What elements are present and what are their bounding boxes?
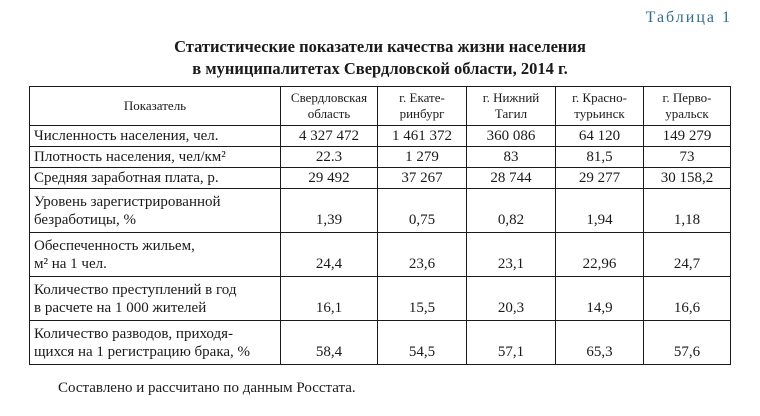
table-row: [30, 321, 731, 365]
header-column-sverdlovsk-oblast: [281, 87, 378, 126]
table-cell: 1 461 372: [378, 126, 467, 147]
statistics-table: [29, 86, 731, 365]
table-cell: 15,5: [378, 277, 467, 321]
table-cell: 28 744: [467, 168, 556, 189]
header-line: уральск: [665, 106, 709, 121]
header-column-pervouralsk: [644, 87, 731, 126]
table-row: [30, 126, 731, 147]
header-line: г. Красно-: [572, 90, 627, 105]
table-cell: 58,4: [281, 321, 378, 365]
header-line: турьинск: [574, 106, 625, 121]
table-cell: 20,3: [467, 277, 556, 321]
header-column-nizhny-tagil: [467, 87, 556, 126]
table-cell: 64 120: [556, 126, 644, 147]
header-line: г. Екате-: [399, 90, 445, 105]
table-title-line-2: в муниципалитетах Свердловской области, 2014 г.: [192, 59, 568, 78]
table-row: [30, 189, 731, 233]
source-footnote: Составлено и рассчитано по данным Росстата.: [58, 380, 356, 396]
table-cell: 360 086: [467, 126, 556, 147]
table-cell: 37 267: [378, 168, 467, 189]
row-label: Средняя заработная плата, р.: [30, 168, 281, 189]
table-cell: 14,9: [556, 277, 644, 321]
table-cell: 29 492: [281, 168, 378, 189]
row-label: Плотность населения, чел/км²: [30, 147, 281, 168]
row-label-line: м² на 1 чел.: [34, 255, 107, 272]
header-line: г. Нижний: [482, 90, 540, 105]
table-title: [0, 36, 760, 80]
row-label-line: Обеспеченность жильем,: [34, 237, 195, 254]
table-cell: 30 158,2: [644, 168, 731, 189]
table-row: [30, 233, 731, 277]
table-title-line-1: Статистические показатели качества жизни населения: [174, 37, 586, 56]
table-cell: 81,5: [556, 147, 644, 168]
table-cell: 83: [467, 147, 556, 168]
row-label-line: Количество преступлений в год: [34, 281, 237, 298]
table-row: [30, 277, 731, 321]
table-cell: 1,94: [556, 189, 644, 233]
row-label-line: Количество разводов, приходя-: [34, 325, 234, 342]
table-number-label: Таблица 1: [645, 9, 732, 26]
row-label-line: Уровень зарегистрированной: [34, 193, 221, 210]
header-column-ekaterinburg: [378, 87, 467, 126]
row-label: [30, 277, 281, 321]
table-cell: 54,5: [378, 321, 467, 365]
table-cell: 73: [644, 147, 731, 168]
table-cell: 24,7: [644, 233, 731, 277]
table-cell: 16,6: [644, 277, 731, 321]
row-label-line: безработицы, %: [34, 211, 136, 228]
row-label: [30, 189, 281, 233]
table-row: [30, 147, 731, 168]
row-label-line: щихся на 1 регистрацию брака, %: [34, 343, 251, 360]
header-line: г. Перво-: [662, 90, 712, 105]
row-label: [30, 233, 281, 277]
header-indicator: Показатель: [30, 87, 281, 126]
table-cell: 57,1: [467, 321, 556, 365]
table-cell: 1,18: [644, 189, 731, 233]
table-cell: 0,82: [467, 189, 556, 233]
table-cell: 22,96: [556, 233, 644, 277]
row-label-line: в расчете на 1 000 жителей: [34, 299, 207, 316]
table-cell: 23,6: [378, 233, 467, 277]
table-row: [30, 168, 731, 189]
table-cell: 23,1: [467, 233, 556, 277]
table-cell: 65,3: [556, 321, 644, 365]
table-cell: 1,39: [281, 189, 378, 233]
table-cell: 57,6: [644, 321, 731, 365]
header-line: ринбург: [399, 106, 445, 121]
table-cell: 149 279: [644, 126, 731, 147]
row-label: Численность населения, чел.: [30, 126, 281, 147]
table-cell: 29 277: [556, 168, 644, 189]
table-cell: 1 279: [378, 147, 467, 168]
table-cell: 0,75: [378, 189, 467, 233]
table-cell: 16,1: [281, 277, 378, 321]
header-line: область: [307, 106, 351, 121]
table-cell: 4 327 472: [281, 126, 378, 147]
table-cell: 22.3: [281, 147, 378, 168]
header-line: Тагил: [494, 106, 528, 121]
row-label: [30, 321, 281, 365]
table-header-row: [30, 87, 731, 126]
header-line: Свердловская: [290, 90, 368, 105]
table-cell: 24,4: [281, 233, 378, 277]
header-column-krasnoturinsk: [556, 87, 644, 126]
